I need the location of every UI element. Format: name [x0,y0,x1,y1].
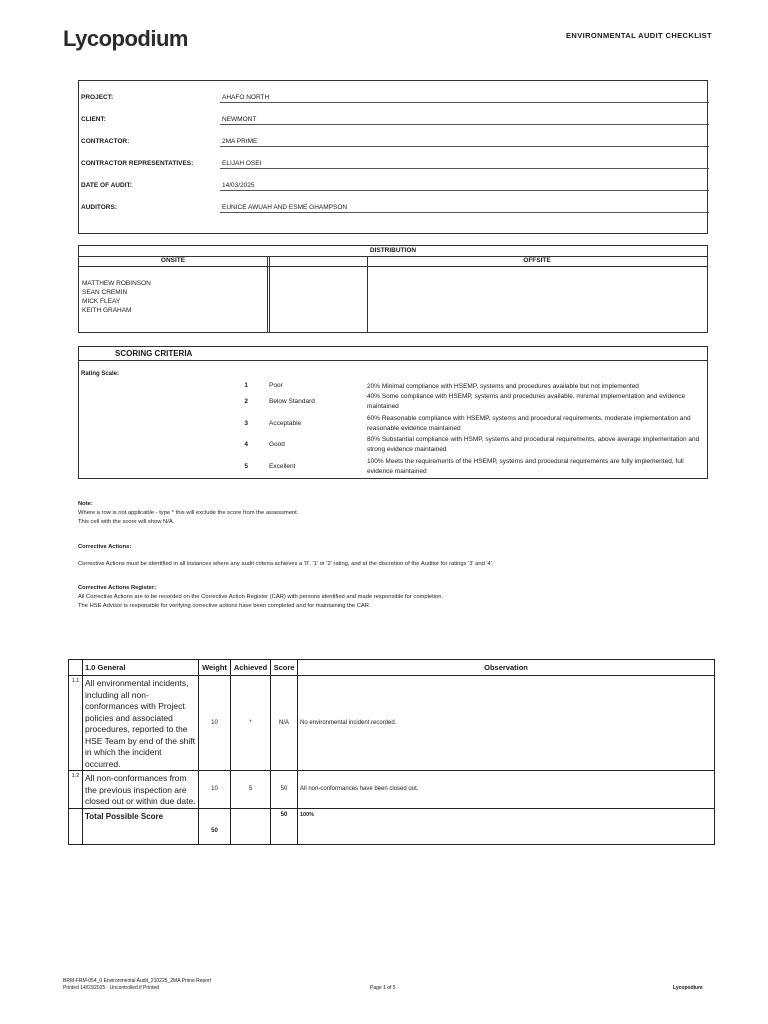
observation-cell[interactable]: All non-conformances have been closed out. [298,771,715,809]
weight-header: Weight [199,660,231,676]
rating-description: 80% Substantial compliance with HSMP, systems and procedural requirements, above average implementation and strong evidence maintained [367,436,700,453]
rating-name: Poor [269,382,283,389]
info-row-contractor [79,125,709,147]
section-header: 1.0 General [83,660,199,676]
info-label: AUDITORS: [81,204,117,211]
scoring-title: SCORING CRITERIA [115,349,193,358]
note-section [78,500,298,527]
project-info-table [78,80,708,234]
onsite-name: KEITH GRAHAM [82,307,132,314]
onsite-names [82,279,151,315]
total-row [69,808,715,844]
score-header: Score [271,660,298,676]
onsite-name: SEAN CREMIN [82,289,128,296]
rating-row [79,392,707,414]
rating-number: 5 [244,463,248,470]
footer-brand: Lycopodium [673,985,703,991]
audit-table [68,659,714,833]
info-row-client [79,103,709,125]
achieved-header: Achieved [231,660,271,676]
info-value: EUNICE AWUAH AND ESME GHAMPSON [222,204,348,211]
info-label: PROJECT: [81,94,114,101]
observation-cell[interactable]: No environmental incident recorded. [298,676,715,771]
rating-row [79,435,707,457]
weight-cell[interactable]: 10 [199,771,231,809]
info-label: DATE OF AUDIT: [81,182,132,189]
achieved-cell[interactable]: * [231,676,271,771]
item-id: 1.1 [69,676,83,771]
rating-description: 20% Minimal compliance with HSEMP, systems and procedures available but not implemented [367,383,639,390]
audit-item-text: All non-conformances from the previous inspection are closed out or within due date. [83,771,199,809]
footer-line: Printed 14/03/2025 · Uncontrolled if Printed [63,985,159,991]
audit-row [69,771,715,809]
rating-scale-label: Rating Scale: [81,371,120,377]
footer-line: BRM-FRM-054_0 Environmental Audit_210225_2MA Prime Report [63,978,212,984]
total-label: Total Possible Score [83,808,199,844]
info-value: 14/03/2025 [222,182,255,189]
rating-name: Acceptable [269,420,302,427]
rating-number: 3 [244,420,248,427]
rating-row [79,414,707,436]
distribution-table [78,245,708,333]
footer-doc-ref [63,978,211,992]
document-title: ENVIRONMENTAL AUDIT CHECKLIST [566,31,713,40]
offsite-header: OFFSITE [523,257,551,264]
note-title: Note: [78,501,93,507]
rating-description: 100% Meets the requirements of the HSEMP, systems and procedural requirements are fully implemented, full evidence maintained [367,458,684,475]
note-text: Where a row is not applicable - type * this will exclude the score from the assessment. [78,510,299,516]
onsite-name: MATTHEW ROBINSON [82,280,151,287]
audit-row [69,676,715,771]
rating-description: 40% Some compliance with HSEMP, systems and procedures available, minimal implementation and evidence maintained [367,393,686,410]
distribution-title: DISTRIBUTION [369,247,417,254]
info-row-auditors [79,191,709,213]
company-logo: Lycopodium [63,26,188,51]
car-title: Corrective Actions Register: [78,585,157,591]
car-text: All Corrective Actions are to be recorded on the Corrective Action Register (CAR) with persons identified and made responsible for completion. [78,594,444,600]
info-value: 2MA PRIME [222,138,258,145]
rating-name: Excellent [269,463,296,470]
info-row-date [79,169,709,191]
corrective-actions-text: Corrective Actions must be identified in all instances where any audit criteria achieves a '0', '1' or '2' rating, and at the discretion of the Auditor for ratings '3' and '4'. [78,561,494,567]
info-row-contractor-reps [79,147,709,169]
score-cell: 50 [271,771,298,809]
weight-cell[interactable]: 10 [199,676,231,771]
info-value: NEWMONT [222,116,257,123]
corrective-actions-title: Corrective Actions: [78,544,132,550]
item-id: 1.2 [69,771,83,809]
score-cell: N/A [271,676,298,771]
audit-item-text: All environmental incidents, including all non-conformances with Project policies and associated procedures, reported to the HSE Team by end of the shift in which the incident occurred. [83,676,199,771]
audit-header-row [69,660,715,676]
info-label: CONTRACTOR: [81,138,130,145]
info-label: CLIENT: [81,116,106,123]
corrective-actions-section [78,543,493,569]
note-text: This cell with the score will show N/A. [78,519,175,525]
scoring-criteria-table [78,346,708,479]
info-label: CONTRACTOR REPRESENTATIVES: [81,160,194,167]
observation-header: Observation [298,660,715,676]
info-value: ELIJAH OSEI [222,160,262,167]
rating-number: 2 [244,398,248,405]
total-percent: 100% [298,808,715,844]
rating-row [79,457,707,479]
info-value: AHAFO NORTH [222,94,270,101]
total-score: 50 [271,808,298,844]
onsite-header: ONSITE [160,257,186,264]
rating-name: Good [269,441,285,448]
rating-number: 1 [244,382,248,389]
rating-description: 60% Reasonable compliance with HSEMP, systems and procedural requirements, moderate implementation and reasonable evidence maintained [367,415,691,432]
total-weight: 50 [199,808,231,844]
car-text: The HSE Advisor is responsible for verifying corrective actions have been completed and for maintaining the CAR. [78,603,371,609]
onsite-name: MICK FLEAY [82,298,121,305]
footer-page-number: Page 1 of 5 [370,985,396,991]
achieved-cell[interactable]: 5 [231,771,271,809]
info-row-project [79,81,709,103]
rating-number: 4 [244,441,248,448]
car-section [78,584,443,611]
rating-name: Below Standard [269,398,315,405]
